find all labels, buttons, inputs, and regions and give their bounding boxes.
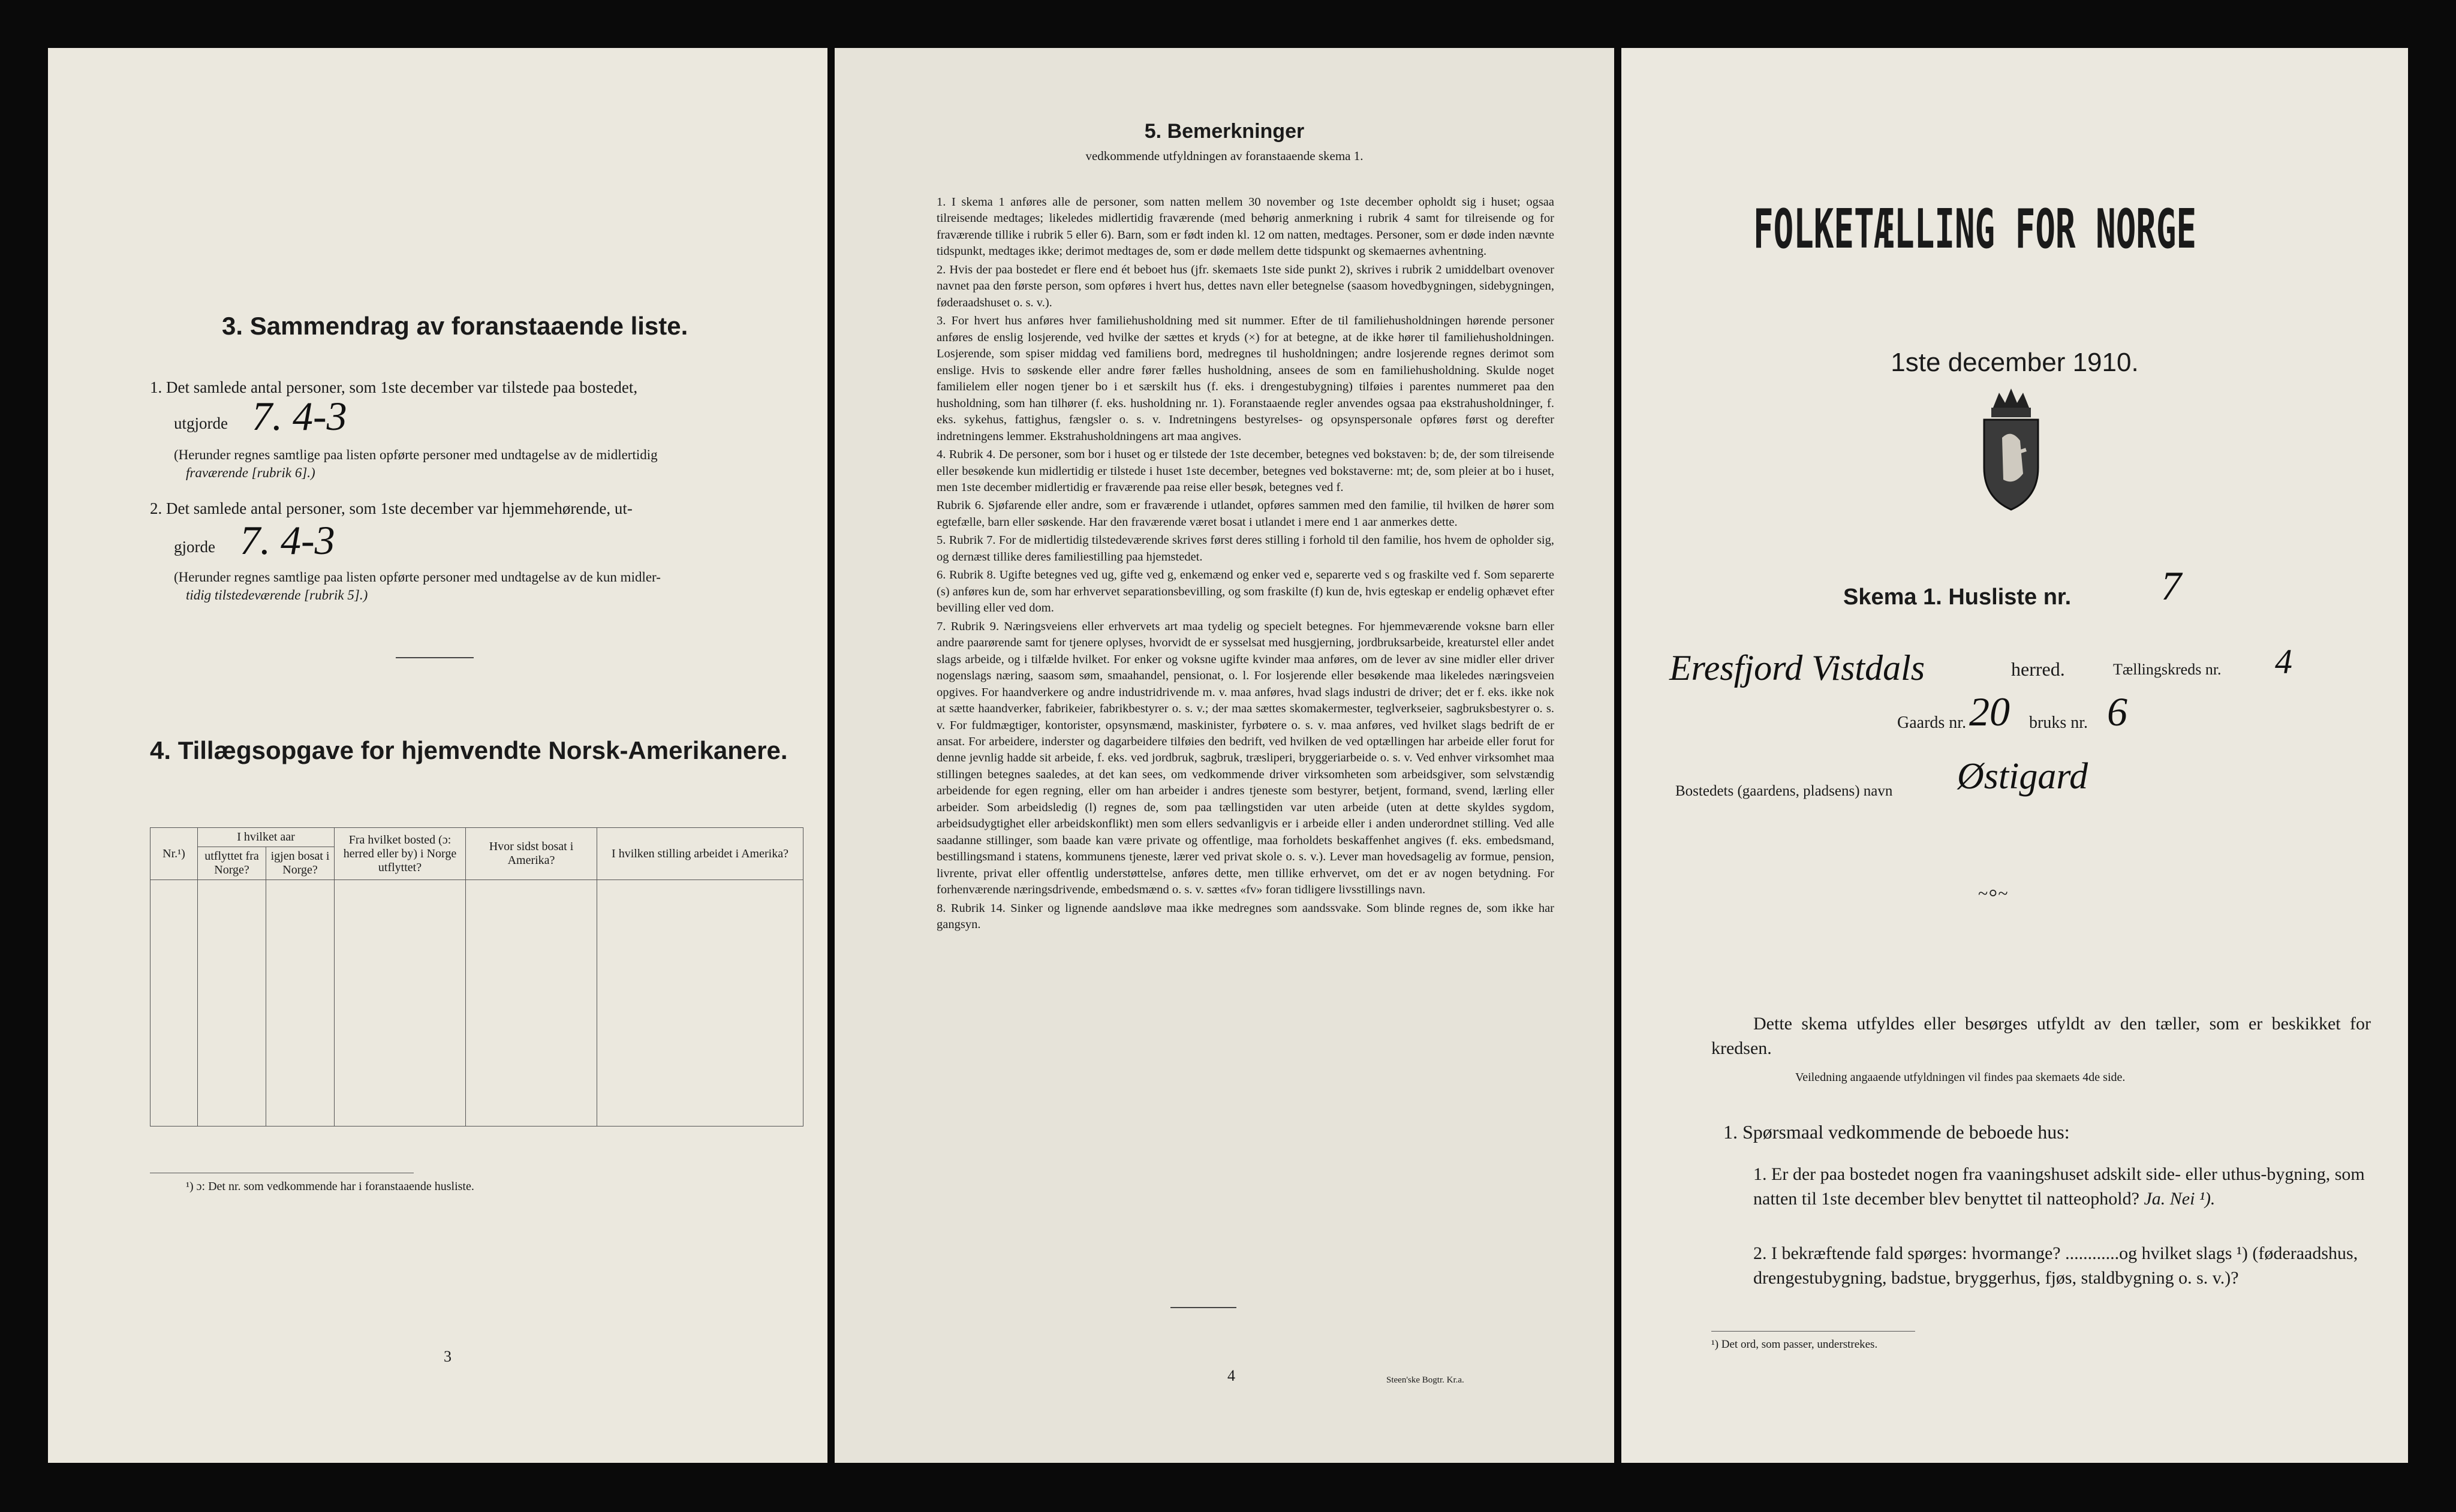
husliste-number: 7 <box>2161 563 2181 609</box>
bosted-label: Bostedets (gaardens, pladsens) navn <box>1675 783 1893 799</box>
summary-item-1-label: utgjorde <box>174 414 228 432</box>
summary-item-2-note: (Herunder regnes samtlige paa listen opførte personer med undtagelse av de kun midler- tidig tilstedeværende [rubrik 5].) <box>174 570 661 603</box>
questions-title: 1. Spørsmaal vedkommende de beboede hus: <box>1723 1121 2070 1143</box>
footnote-rule <box>1711 1331 1915 1332</box>
remarks-subtitle: vedkommende utfyldningen av foranstaaende skema 1. <box>1085 149 1364 163</box>
skema-label: Skema 1. Husliste nr. <box>1843 585 2072 610</box>
col-returned: igjen bosat i Norge? <box>266 847 335 880</box>
masthead: FOLKETÆLLING FOR NORGE <box>1753 198 2197 261</box>
page-1 <box>1621 48 2408 1463</box>
page-number: 3 <box>444 1348 452 1365</box>
table-row <box>151 880 803 930</box>
krets-value: 4 <box>2275 642 2292 681</box>
col-emigrated: utflyttet fra Norge? <box>198 847 266 880</box>
bosted-value: Østigard <box>1957 756 2088 797</box>
herred-label: herred. <box>2011 658 2065 680</box>
remark-1: 1. I skema 1 anføres alle de personer, som natten mellem 30 november og 1ste december opholdt sig i huset; ogsaa tilreisende medtages; likeledes midlertidig fraværende (med behørig anmerkning i rubrik 4 samt for tilreisende og for fraværende tillike i rubrik 5 eller 6). Barn, som er født inden kl. 12 om natten, medtages. Personer, som er døde inden nævnte tidspunkt, medtages ikke; derimot medtages de, som er døde mellem dette tidspunkt og skemaernes avhentning. <box>937 195 1554 258</box>
summary-item-2: 2. Det samlede antal personer, som 1ste december var hjemmehørende, ut- <box>150 499 633 517</box>
question-1: 1. Er der paa bostedet nogen fra vaaningshuset adskilt side- eller uthus-bygning, som natten til 1ste december blev benyttet til natteophold? Ja. Nei ¹). <box>1753 1164 2365 1209</box>
census-date: 1ste december 1910. <box>1891 348 2139 377</box>
table-row <box>151 978 803 1028</box>
remark-7: 7. Rubrik 9. Næringsveiens eller erhvervets art maa tydelig og specielt betegnes. For hjemmeværende voksne barn eller andre paarørende samt for tjenere oplyses, hvorvidt de er sysselsat med husgjerning, jordbruksarbeide, kreaturstel eller andet slags arbeide, og i tilfælde hvilket. For enker og voksne ugifte kvinder maa anføres, om de lever av sine midler eller driver nogenslags næring, saasom søm, smaahandel, pensionat, o. l. For losjerende eller besøkende maa likeledes næringsveien opgives. For haandverkere og andre industridrivende m. v. maa anføres, hvad slags industri de driver; det er f. eks. ikke nok at sætte haandverker, fabrikeier, fabrikbestyrer o. s. v.; der maa sættes skomakermester, teglverkseier, sagbruksbestyrer o. s. v. For fuldmægtiger, kontorister, opsynsmænd, maskinister, fyrbøtere o. s. v. maa anføres, ved hvilket slags bedrift de er ansat. For arbeidere, inderster og dagarbeidere tilføies den bedrift, ved hvilken de ved optællingen har arbeide eller forut for denne jevnlig hadde sit arbeide, f. eks. ved jordbruk, sagbruk, træsliperi, bryggeriarbeide o. s. v. Ved enhver virksomhet maa stillingen betegnes saaledes, at det kan sees, om vedkommende driver virksomheten som arbeidsgiver, som selvstændig arbeidende for egen regning, eller om han arbeider i andres tjeneste som bestyrer, betjent, formand, svend, lærling eller arbeider. Som arbeidsledig (l) regnes de, som paa tællingstiden var uten arbeide (uten at dette skyldes sygdom, arbeidsudygtighet eller arbeidskonflikt) men som ellers sedvanligvis er i arbeide eller i anden underordnet stilling. Ved alle saadanne stillinger, som baade kan være private og offentlige, maa forholdets beskaffenhet angives (f. eks. embedsmand, bestillingsmand i statens, kommunens tjeneste, lærer ved privat skole o. s. v.). Lever man hovedsagelig av formue, pension, livrente, privat eller offentlig understøttelse, anføres dette, men tillike erhvervet, om det er av nogen betydning. For forhenværende næringsdrivende, embedsmænd o. s. v. sættes «fv» foran tidligere livsstillings navn. <box>937 619 1554 897</box>
divider <box>1170 1307 1236 1308</box>
herred-value: Eresfjord Vistdals <box>1669 648 1925 688</box>
divider <box>396 657 474 658</box>
table-row <box>151 929 803 978</box>
section-4-title: 4. Tillægsopgave for hjemvendte Norsk-Amerikanere. <box>150 736 788 764</box>
remark-3: 3. For hvert hus anføres hver familiehusholdning med sit nummer. Efter de til familiehusholdningen hørende personer anføres de enslig losjerende, ved hvilke der sættes et kryds (×) for at betegne, at de ikke hører til familiehusholdningen. Losjerende, som spiser middag ved familiens bord, medregnes til husholdningen; andre losjerende regnes derimot som enslige. Hvis to søskende eller andre fører fælles husholdning, ansees de som en familiehusholdning. Skulde noget familielem eller nogen tjener bo i et særskilt hus (f. eks. i drengestubygning) tilføies i parentes nummeret paa den husholdning, som han tilhører (f. eks. husholdning nr. 1). Foranstaaende regler anvendes ogsaa paa ekstrahusholdninger, f. eks. sykehus, fattighus, fængsler o. s. v. Indretningens bestyrelses- og opsynspersonale opføres først og derefter indretningens lemmer. Ekstrahusholdningens art maa angives. <box>937 314 1554 443</box>
printer-mark: Steen'ske Bogtr. Kr.a. <box>1386 1375 1464 1385</box>
instructions: Dette skema utfyldes eller besørges utfyldt av den tæller, som er beskikket for kredsen. <box>1711 1014 2371 1058</box>
remark-6: 6. Rubrik 8. Ugifte betegnes ved ug, gifte ved g, enkemænd og enker ved e, separerte ved s og fraskilte ved f. Som separerte (s) anføres kun de, som har erhvervet separationsbevilling, og som fraskilte (f) kun de, hvis egteskap er endelig ophævet efter bevilling eller ved dom. <box>937 568 1554 615</box>
norwegian-american-table <box>150 827 803 1127</box>
remark-2: 2. Hvis der paa bostedet er flere end ét beboet hus (jfr. skemaets 1ste side punkt 2), skrives i rubrik 2 umiddelbart ovenover navnet paa den første person, som opføres i hvert hus, dettes navn eller betegnelse (saasom hovedbygningen, sidebygningen, føderaadshuset o. s. v.). <box>937 263 1554 309</box>
col-work: I hvilken stilling arbeidet i Amerika? <box>597 828 803 880</box>
ornament-icon: ~⸰~ <box>1978 884 2008 903</box>
col-from: Fra hvilket bosted (ɔ: herred eller by) i Norge utflyttet? <box>335 828 466 880</box>
question-2: 2. I bekræftende fald spørges: hvormange? ............og hvilket slags ¹) (føderaadshus, drengestubygning, badstue, bryggerhus, fjøs, staldbygning o. s. v.)? <box>1753 1243 2358 1288</box>
remarks-title: 5. Bemerkninger <box>1144 120 1305 143</box>
bruks-value: 6 <box>2107 689 2127 734</box>
col-year: I hvilket aar <box>198 828 335 847</box>
page-number: 4 <box>1227 1367 1235 1384</box>
gaards-label: Gaards nr. <box>1897 713 1967 732</box>
remark-4b: Rubrik 6. Sjøfarende eller andre, som er fraværende i utlandet, opføres sammen med den familie, til hvilken de hører som egtefælle, barn eller søskende. Har den fraværende været bosat i utlandet i mere end 1 aar anmerkes dette. <box>937 499 1554 529</box>
col-last: Hvor sidst bosat i Amerika? <box>466 828 597 880</box>
summary-item-1: 1. Det samlede antal personer, som 1ste december var tilstede paa bostedet, <box>150 378 638 396</box>
summary-item-1-value: 7. 4-3 <box>252 393 347 439</box>
question-1-answer: Ja. Nei ¹). <box>2144 1189 2216 1209</box>
krets-label: Tællingskreds nr. <box>2113 661 2222 678</box>
col-nr: Nr.¹) <box>151 828 198 880</box>
summary-item-2-value: 7. 4-3 <box>240 517 335 563</box>
instructions-note: Veiledning angaaende utfyldningen vil findes paa skemaets 4de side. <box>1795 1071 2126 1084</box>
summary-item-2-label: gjorde <box>174 538 215 556</box>
summary-item-1-note: (Herunder regnes samtlige paa listen opførte personer med undtagelse av de midlertidig fraværende [rubrik 6].) <box>174 447 658 480</box>
remark-5: 5. Rubrik 7. For de midlertidig tilstedeværende skrives først deres stilling i forhold til den familie, hos hvem de opholder sig, og dernæst tillike deres familiestilling paa hjemstedet. <box>937 534 1554 564</box>
bruks-label: bruks nr. <box>2029 713 2088 732</box>
norwegian-coat-of-arms-icon <box>1966 384 2056 516</box>
gaards-value: 20 <box>1969 689 2010 734</box>
page-3 <box>48 48 827 1463</box>
remarks-body <box>937 194 1554 935</box>
footnote: ¹) Det ord, som passer, understrekes. <box>1711 1338 1878 1351</box>
table-row <box>151 1077 803 1127</box>
section-3-title: 3. Sammendrag av foranstaaende liste. <box>222 312 688 340</box>
page-4 <box>835 48 1614 1463</box>
remark-4: 4. Rubrik 4. De personer, som bor i huset og er tilstede der 1ste december, betegnes ved bokstaven: b; de, der som tilreisende eller besøkende kun midlertidig er tilstede i huset 1ste december, betegnes ved bokstaverne: mt; de, som pleier at bo i huset, men 1ste december midlertidig er fraværende paa reise eller besøk, betegnes ved f. <box>937 448 1554 494</box>
table-row <box>151 1028 803 1077</box>
remark-8: 8. Rubrik 14. Sinker og lignende aandsløve maa ikke medregnes som aandssvake. Som blinde regnes de, som ikke har gangsyn. <box>937 901 1554 932</box>
footnote: ¹) ɔ: Det nr. som vedkommende har i foranstaaende husliste. <box>186 1180 474 1193</box>
